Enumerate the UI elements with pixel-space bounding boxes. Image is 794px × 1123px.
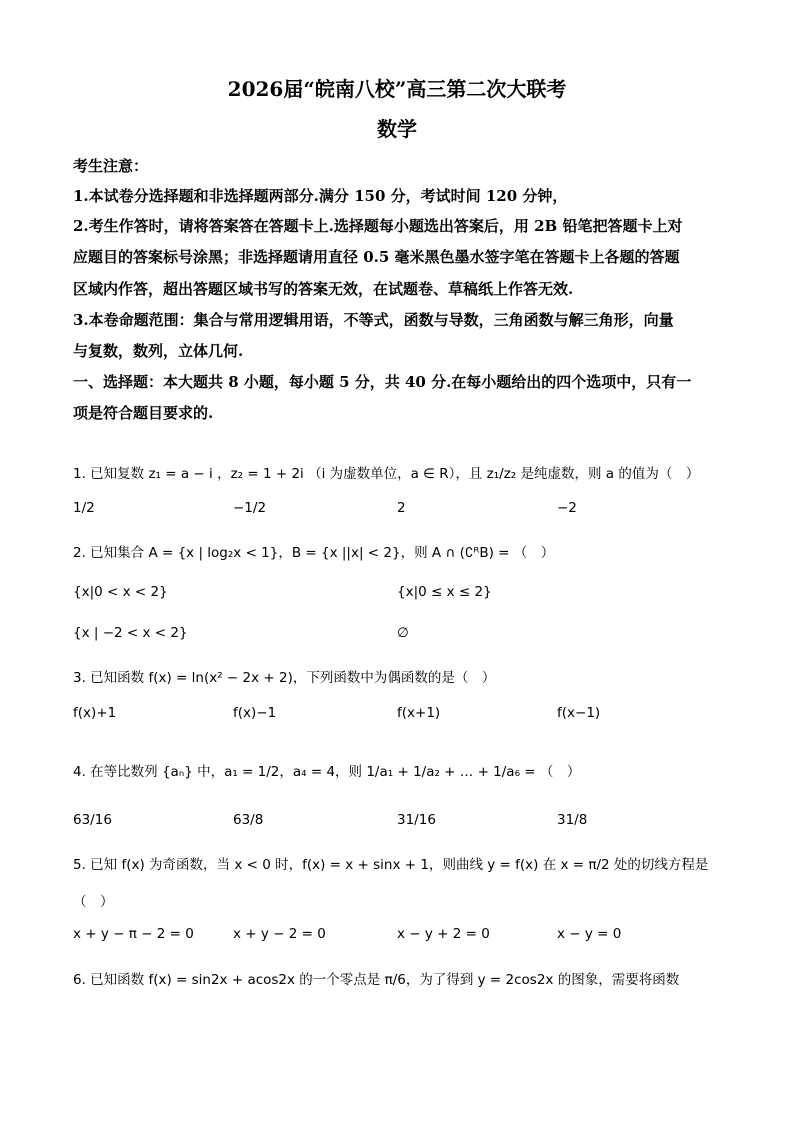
q1-stem: 1. 已知复数 z₁ = a − i ，z₂ = 1 + 2i （i 为虚数单位，a ∈ R），且 z₁/z₂ 是纯虚数，则 a 的值为（ ）	[73, 466, 700, 482]
q5-option-d: x − y = 0	[557, 926, 622, 942]
notice-line-1: 1.本试卷分选择题和非选择题两部分.满分 150 分，考试时间 120 分钟，	[73, 187, 568, 205]
q4-stem: 4. 在等比数列 {aₙ} 中，a₁ = 1/2，a₄ = 4，则 1/a₁ + 1/a₂ + … + 1/a₆ = （ ）	[73, 764, 581, 780]
notice-line-3b: 与复数，数列，立体几何.	[73, 342, 244, 360]
q1-option-d: −2	[557, 500, 577, 516]
q4-option-d: 31/8	[557, 812, 588, 828]
section-1-heading-b: 项是符合题目要求的.	[73, 404, 214, 422]
notice-line-2a: 2.考生作答时，请将答案答在答题卡上.选择题每小题选出答案后，用 2B 铅笔把答题卡上对	[73, 217, 683, 235]
q2-option-b: {x|0 ≤ x ≤ 2}	[397, 584, 492, 600]
q3-option-c: f(x+1)	[397, 705, 441, 721]
notice-heading: 考生注意：	[73, 157, 149, 175]
q1-option-a: 1/2	[73, 500, 95, 516]
q3-option-d: f(x−1)	[557, 705, 601, 721]
notice-line-2c: 区域内作答，超出答题区域书写的答案无效，在试题卷、草稿纸上作答无效.	[73, 280, 574, 298]
q5-stem-cont: （ ）	[73, 894, 114, 910]
q2-option-c: {x | −2 < x < 2}	[73, 625, 188, 641]
exam-subject: 数学	[377, 117, 417, 141]
q3-stem: 3. 已知函数 f(x) = ln(x² − 2x + 2)，下列函数中为偶函数的是（ ）	[73, 670, 496, 686]
section-1-heading-a: 一、选择题：本大题共 8 小题，每小题 5 分，共 40 分.在每小题给出的四个选项中，只有一	[73, 373, 692, 391]
q5-option-c: x − y + 2 = 0	[397, 926, 490, 942]
q1-option-b: −1/2	[233, 500, 267, 516]
q4-option-b: 63/8	[233, 812, 264, 828]
q3-option-a: f(x)+1	[73, 705, 117, 721]
q5-stem: 5. 已知 f(x) 为奇函数，当 x < 0 时，f(x) = x + sinx + 1，则曲线 y = f(x) 在 x = π/2 处的切线方程是	[73, 857, 709, 873]
exam-title: 2026届“皖南八校”高三第二次大联考	[227, 77, 567, 101]
q5-option-a: x + y − π − 2 = 0	[73, 926, 194, 942]
q2-option-a: {x|0 < x < 2}	[73, 584, 168, 600]
notice-line-3a: 3.本卷命题范围：集合与常用逻辑用语，不等式，函数与导数，三角函数与解三角形，向量	[73, 311, 674, 329]
q2-option-d: ∅	[397, 625, 409, 641]
q1-option-c: 2	[397, 500, 406, 516]
q6-stem: 6. 已知函数 f(x) = sin2x + acos2x 的一个零点是 π/6，为了得到 y = 2cos2x 的图象，需要将函数	[73, 972, 680, 988]
notice-line-2b: 应题目的答案标号涂黑；非选择题请用直径 0.5 毫米黑色墨水签字笔在答题卡上各题的答题	[73, 248, 680, 266]
q4-option-c: 31/16	[397, 812, 436, 828]
q4-option-a: 63/16	[73, 812, 112, 828]
q5-option-b: x + y − 2 = 0	[233, 926, 326, 942]
q2-stem: 2. 已知集合 A = {x | log₂x < 1}，B = {x ||x| < 2}，则 A ∩ (∁ᴿB) = （ ）	[73, 545, 555, 561]
q3-option-b: f(x)−1	[233, 705, 277, 721]
